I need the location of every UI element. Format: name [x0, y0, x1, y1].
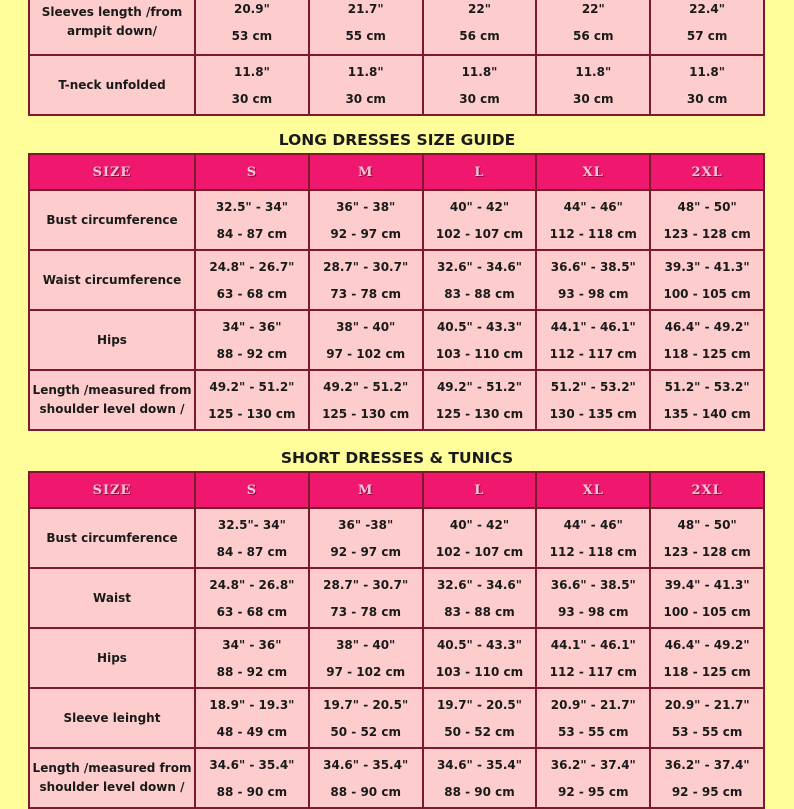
- size-cell: 48" - 50" 123 - 128 cm: [650, 190, 764, 250]
- row-label: Length /measured from shoulder level down /: [29, 370, 195, 430]
- size-cell: 44" - 46" 112 - 118 cm: [536, 190, 650, 250]
- row-label: Bust circumference: [29, 190, 195, 250]
- header-2xl: 2XL: [650, 154, 764, 190]
- size-cell: 19.7" - 20.5" 50 - 52 cm: [423, 688, 537, 748]
- table-row: [29, 190, 764, 250]
- size-cell: 38" - 40" 97 - 102 cm: [309, 310, 423, 370]
- size-cell: 24.8" - 26.7" 63 - 68 cm: [195, 250, 309, 310]
- size-cell: 20.9" - 21.7" 53 - 55 cm: [650, 688, 764, 748]
- size-cell: 32.6" - 34.6" 83 - 88 cm: [423, 250, 537, 310]
- header-xl: XL: [536, 154, 650, 190]
- size-cell: 49.2" - 51.2" 125 - 130 cm: [423, 370, 537, 430]
- size-cell: 36.2" - 37.4" 92 - 95 cm: [536, 748, 650, 808]
- size-cell: 19.7" - 20.5" 50 - 52 cm: [309, 688, 423, 748]
- row-label: Hips: [29, 628, 195, 688]
- table-row: [29, 370, 764, 430]
- header-l: L: [423, 472, 537, 508]
- size-cell: 36.6" - 38.5" 93 - 98 cm: [536, 250, 650, 310]
- table-row: [29, 508, 764, 568]
- top-size-table: [28, 0, 765, 116]
- size-cell: 32.5" - 34" 84 - 87 cm: [195, 190, 309, 250]
- short-dresses-table: [28, 471, 765, 809]
- table-row: [29, 310, 764, 370]
- size-cell: 11.8" 30 cm: [536, 55, 650, 115]
- size-cell: 24.8" - 26.8" 63 - 68 cm: [195, 568, 309, 628]
- table-row: [29, 55, 764, 115]
- header-size: SIZE: [29, 154, 195, 190]
- size-cell: 34.6" - 35.4" 88 - 90 cm: [195, 748, 309, 808]
- size-cell: 51.2" - 53.2" 135 - 140 cm: [650, 370, 764, 430]
- size-cell: 20.9" - 21.7" 53 - 55 cm: [536, 688, 650, 748]
- size-cell: 44.1" - 46.1" 112 - 117 cm: [536, 310, 650, 370]
- table-row: [29, 0, 764, 55]
- table-row: [29, 748, 764, 808]
- table-row: [29, 250, 764, 310]
- table-row: [29, 568, 764, 628]
- row-label: Hips: [29, 310, 195, 370]
- row-label: Bust circumference: [29, 508, 195, 568]
- size-cell: 38" - 40" 97 - 102 cm: [309, 628, 423, 688]
- size-cell: 18.9" - 19.3" 48 - 49 cm: [195, 688, 309, 748]
- long-dresses-title: LONG DRESSES SIZE GUIDE: [278, 131, 516, 149]
- size-cell: 34" - 36" 88 - 92 cm: [195, 310, 309, 370]
- size-cell: 40.5" - 43.3" 103 - 110 cm: [423, 310, 537, 370]
- size-cell: 48" - 50" 123 - 128 cm: [650, 508, 764, 568]
- size-cell: 39.3" - 41.3" 100 - 105 cm: [650, 250, 764, 310]
- size-cell: 40.5" - 43.3" 103 - 110 cm: [423, 628, 537, 688]
- row-label: Waist: [29, 568, 195, 628]
- size-cell: 21.7" 55 cm: [309, 0, 423, 55]
- row-label: Sleeves length /from armpit down/: [29, 0, 195, 55]
- size-cell: 22" 56 cm: [536, 0, 650, 55]
- table-header-row: [29, 472, 764, 508]
- long-dresses-table: [28, 153, 765, 431]
- size-cell: 49.2" - 51.2" 125 - 130 cm: [195, 370, 309, 430]
- size-cell: 34.6" - 35.4" 88 - 90 cm: [309, 748, 423, 808]
- size-cell: 34.6" - 35.4" 88 - 90 cm: [423, 748, 537, 808]
- table-header-row: [29, 154, 764, 190]
- size-cell: 36" -38" 92 - 97 cm: [309, 508, 423, 568]
- table-row: [29, 628, 764, 688]
- row-label: T-neck unfolded: [29, 55, 195, 115]
- size-cell: 39.4" - 41.3" 100 - 105 cm: [650, 568, 764, 628]
- row-label: Length /measured from shoulder level down /: [29, 748, 195, 808]
- size-cell: 46.4" - 49.2" 118 - 125 cm: [650, 310, 764, 370]
- size-cell: 46.4" - 49.2" 118 - 125 cm: [650, 628, 764, 688]
- size-cell: 34" - 36" 88 - 92 cm: [195, 628, 309, 688]
- table-row: [29, 688, 764, 748]
- size-cell: 36.2" - 37.4" 92 - 95 cm: [650, 748, 764, 808]
- size-cell: 40" - 42" 102 - 107 cm: [423, 508, 537, 568]
- header-size: SIZE: [29, 472, 195, 508]
- size-cell: 32.6" - 34.6" 83 - 88 cm: [423, 568, 537, 628]
- header-m: M: [309, 154, 423, 190]
- header-2xl: 2XL: [650, 472, 764, 508]
- header-xl: XL: [536, 472, 650, 508]
- header-s: S: [195, 154, 309, 190]
- size-cell: 11.8" 30 cm: [423, 55, 537, 115]
- size-cell: 11.8" 30 cm: [309, 55, 423, 115]
- size-cell: 28.7" - 30.7" 73 - 78 cm: [309, 250, 423, 310]
- size-cell: 20.9" 53 cm: [195, 0, 309, 55]
- size-cell: 36" - 38" 92 - 97 cm: [309, 190, 423, 250]
- header-m: M: [309, 472, 423, 508]
- size-cell: 49.2" - 51.2" 125 - 130 cm: [309, 370, 423, 430]
- header-s: S: [195, 472, 309, 508]
- row-label: Waist circumference: [29, 250, 195, 310]
- row-label: Sleeve leinght: [29, 688, 195, 748]
- size-cell: 22" 56 cm: [423, 0, 537, 55]
- size-cell: 28.7" - 30.7" 73 - 78 cm: [309, 568, 423, 628]
- size-cell: 11.8" 30 cm: [650, 55, 764, 115]
- size-cell: 22.4" 57 cm: [650, 0, 764, 55]
- size-cell: 44.1" - 46.1" 112 - 117 cm: [536, 628, 650, 688]
- size-cell: 40" - 42" 102 - 107 cm: [423, 190, 537, 250]
- size-cell: 11.8" 30 cm: [195, 55, 309, 115]
- size-cell: 36.6" - 38.5" 93 - 98 cm: [536, 568, 650, 628]
- size-cell: 44" - 46" 112 - 118 cm: [536, 508, 650, 568]
- header-l: L: [423, 154, 537, 190]
- short-dresses-title: SHORT DRESSES & TUNICS: [280, 449, 514, 467]
- size-cell: 32.5"- 34" 84 - 87 cm: [195, 508, 309, 568]
- size-cell: 51.2" - 53.2" 130 - 135 cm: [536, 370, 650, 430]
